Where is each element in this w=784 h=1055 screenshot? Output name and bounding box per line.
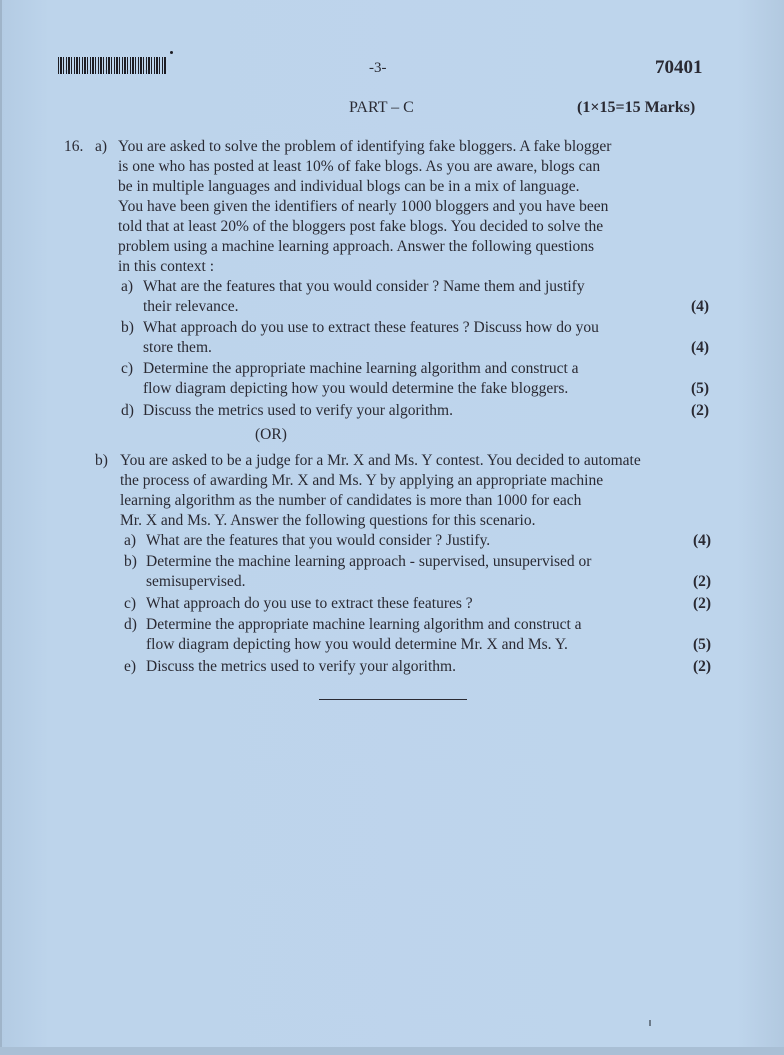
subquestion-label: b) [124,553,137,570]
subquestion-text: Discuss the metrics used to verify your algorithm. [143,402,453,419]
option-a-text-line: in this context : [118,258,215,275]
option-b-label: b) [95,452,108,469]
option-b-text-line: Mr. X and Ms. Y. Answer the following questions for this scenario. [120,512,536,529]
subquestion-text: What approach do you use to extract these features ? [146,595,473,612]
option-a-text-line: You have been given the identifiers of nearly 1000 bloggers and you have been [118,198,609,215]
page-bottom-edge [0,1047,784,1055]
subquestion-text: store them. [143,339,212,356]
subquestion-text: Determine the machine learning approach - supervised, unsupervised or [146,553,592,570]
subquestion-marks: (2) [693,658,712,675]
subquestion-label: c) [124,595,137,612]
option-a-text-line: be in multiple languages and individual blogs can be in a mix of language. [118,178,580,195]
option-b-text-line: the process of awarding Mr. X and Ms. Y by applying an appropriate machine [120,472,604,489]
subquestion-marks: (4) [691,298,710,315]
subquestion-text: Determine the appropriate machine learning algorithm and construct a [143,360,579,377]
subquestion-text: their relevance. [143,298,239,315]
subquestion-text: Discuss the metrics used to verify your algorithm. [146,658,456,675]
scan-speck [649,1020,651,1026]
subquestion-marks: (4) [693,532,712,549]
subquestion-text: flow diagram depicting how you would determine the fake bloggers. [143,380,569,397]
subquestion-marks: (2) [693,595,712,612]
option-b-text-line: You are asked to be a judge for a Mr. X and Ms. Y contest. You decided to automate [120,452,641,469]
option-a-text-line: problem using a machine learning approach. Answer the following questions [118,238,595,255]
subquestion-label: d) [121,402,134,419]
part-title: PART – C [349,99,414,116]
part-marks: (1×15=15 Marks) [577,99,696,116]
subquestion-label: b) [121,319,134,336]
subquestion-text: flow diagram depicting how you would determine Mr. X and Ms. Y. [146,636,568,653]
subquestion-label: e) [124,658,137,675]
option-b-text-line: learning algorithm as the number of candidates is more than 1000 for each [120,492,582,509]
subquestion-label: a) [121,278,134,295]
subquestion-text: semisupervised. [146,573,246,590]
subquestion-marks: (2) [693,573,712,590]
end-rule [319,699,467,700]
barcode [58,57,166,74]
paper-code: 70401 [655,57,703,78]
option-a-text-line: is one who has posted at least 10% of fake blogs. As you are aware, blogs can [118,158,601,175]
or-separator: (OR) [255,426,287,443]
subquestion-text: What are the features that you would consider ? Justify. [146,532,491,549]
subquestion-text: What approach do you use to extract these features ? Discuss how do you [143,319,599,336]
subquestion-marks: (5) [693,636,712,653]
subquestion-text: Determine the appropriate machine learning algorithm and construct a [146,616,582,633]
option-a-text-line: You are asked to solve the problem of identifying fake bloggers. A fake blogger [118,138,612,155]
subquestion-marks: (5) [691,380,710,397]
option-a-text-line: told that at least 20% of the bloggers post fake blogs. You decided to solve the [118,218,604,235]
option-a-label: a) [95,138,108,155]
page-number: -3- [369,60,387,76]
subquestion-text: What are the features that you would consider ? Name them and justify [143,278,585,295]
question-number: 16. [64,138,84,155]
subquestion-label: a) [124,532,137,549]
barcode-mark [170,51,173,54]
subquestion-label: d) [124,616,137,633]
subquestion-marks: (4) [691,339,710,356]
subquestion-marks: (2) [691,402,710,419]
subquestion-label: c) [121,360,134,377]
